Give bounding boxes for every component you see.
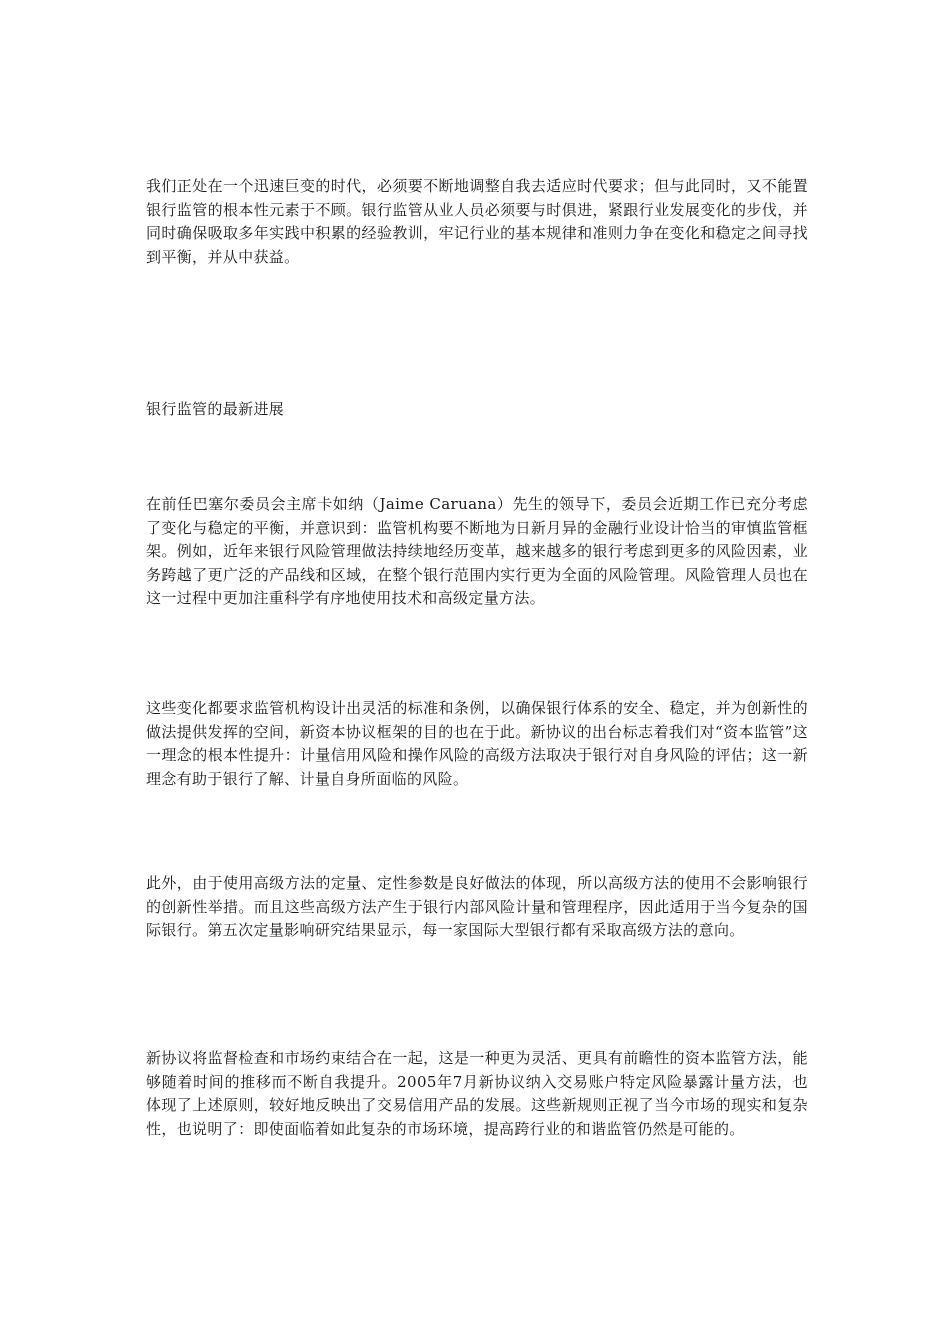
paragraph-1: 在前任巴塞尔委员会主席卡如纳（Jaime Caruana）先生的领导下，委员会近期工作已充分考虑了变化与稳定的平衡，并意识到：监管机构要不断地为日新月异的金融行业设计恰当的审慎监管框架。例如，近年来银行风险管理做法持续地经历变革，越来越多的银行考虑到更多的风险因素，业务跨越了更广泛的产品线和区域，在整个银行范围内实行更为全面的风险管理。风险管理人员也在这一过程中更加注重科学有序地使用技术和高级定量方法。 [146,495,808,607]
paragraph-2: 这些变化都要求监管机构设计出灵活的标准和条例，以确保银行体系的安全、稳定，并为创新性的做法提供发挥的空间，新资本协议框架的目的也在于此。新协议的出台标志着我们对“资本监管”这一理念的根本性提升：计量信用风险和操作风险的高级方法取决于银行对自身风险的评估；这一新理念有助于银行了解、计量自身所面临的风险。 [146,699,808,788]
intro-paragraph: 我们正处在一个迅速巨变的时代，必须要不断地调整自我去适应时代要求；但与此同时，又不能置银行监管的根本性元素于不顾。银行监管从业人员必须要与时俱进，紧跟行业发展变化的步伐，并同时确保吸取多年实践中积累的经验教训，牢记行业的基本规律和准则力争在变化和稳定之间寻找到平衡，并从中获益。 [146,177,808,266]
section-heading: 银行监管的最新进展 [146,400,285,418]
paragraph-4: 新协议将监督检查和市场约束结合在一起，这是一种更为灵活、更具有前瞻性的资本监管方法，能够随着时间的推移而不断自我提升。2005年7月新协议纳入交易账户特定风险暴露计量方法，也体现了上述原则，较好地反映出了交易信用产品的发展。这些新规则正视了当今市场的现实和复杂性，也说明了：即使面临着如此复杂的市场环境，提高跨行业的和谐监管仍然是可能的。 [146,1049,808,1138]
paragraph-3: 此外，由于使用高级方法的定量、定性参数是良好做法的体现，所以高级方法的使用不会影响银行的创新性举措。而且这些高级方法产生于银行内部风险计量和管理程序，因此适用于当今复杂的国际银行。第五次定量影响研究结果显示，每一家国际大型银行都有采取高级方法的意向。 [146,874,808,939]
